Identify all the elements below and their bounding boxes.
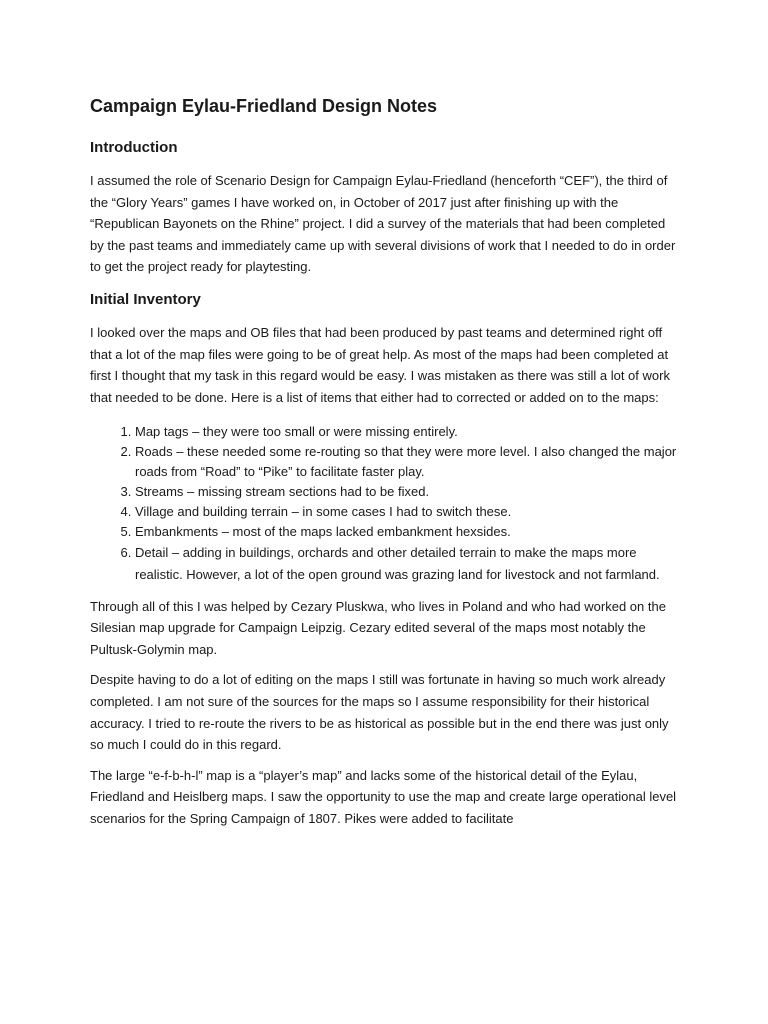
paragraph-editing: Despite having to do a lot of editing on the maps I still was fortunate in having so much work already completed. I am not sure of the sources for the maps so I assume responsibility for their historical accuracy. I tried to re-route the rivers to be as historical as possible but in the end there was just only so much I could do in this regard. xyxy=(90,672,669,753)
document-title: Campaign Eylau-Friedland Design Notes xyxy=(90,96,438,116)
paragraph-introduction: I assumed the role of Scenario Design for Campaign Eylau-Friedland (henceforth “CEF”), the third of the “Glory Years” games I have worked on, in October of 2017 just after finishing up with the “Republican Bayonets on the Rhine” project. I did a survey of the materials that had been completed by the past teams and immediately came up with several divisions of work that I needed to do in order to get the project ready for playtesting. xyxy=(90,173,676,275)
list-item: 6. Detail – adding in buildings, orchards and other detailed terrain to make the maps more realistic. However, a lot of the open ground was grazing land for livestock and not farmland. xyxy=(135,542,680,585)
section-heading-initial-inventory: Initial Inventory xyxy=(90,290,201,308)
document-body xyxy=(90,94,680,838)
paragraph-cezary: Through all of this I was helped by Cezary Pluskwa, who lives in Poland and who had worked on the Silesian map upgrade for Campaign Leipzig. Cezary edited several of the maps most notably the Pultusk-Golymin map. xyxy=(90,598,666,657)
list-item: 5. Embankments – most of the maps lacked embankment hexsides. xyxy=(135,522,680,542)
section-heading-introduction: Introduction xyxy=(90,139,178,156)
list-item: 2. Roads – these needed some re-routing so that they were more level. I also changed the major roads from “Road” to “Pike” to facilitate faster play. xyxy=(135,442,680,482)
list-item: 3. Streams – missing stream sections had to be fixed. xyxy=(135,482,680,502)
list-item: 1. Map tags – they were too small or were missing entirely. xyxy=(135,422,680,442)
paragraph-inventory-intro: I looked over the maps and OB files that had been produced by past teams and determined right off that a lot of the map files were going to be of great help. As most of the maps had been completed at first I thought that my task in this regard would be easy. I was mistaken as there was still a lot of work that needed to be done. Here is a list of items that either had to corrected or added on to the maps: xyxy=(90,324,670,405)
paragraph-large-map: The large “e-f-b-h-l” map is a “player’s map” and lacks some of the historical detail of the Eylau, Friedland and Heislberg maps. I saw the opportunity to use the map and create large operational level scenarios for the Spring Campaign of 1807. Pikes were added to facilitate xyxy=(90,767,677,826)
list-item: 4. Village and building terrain – in some cases I had to switch these. xyxy=(135,502,680,522)
map-items-list xyxy=(90,422,680,585)
